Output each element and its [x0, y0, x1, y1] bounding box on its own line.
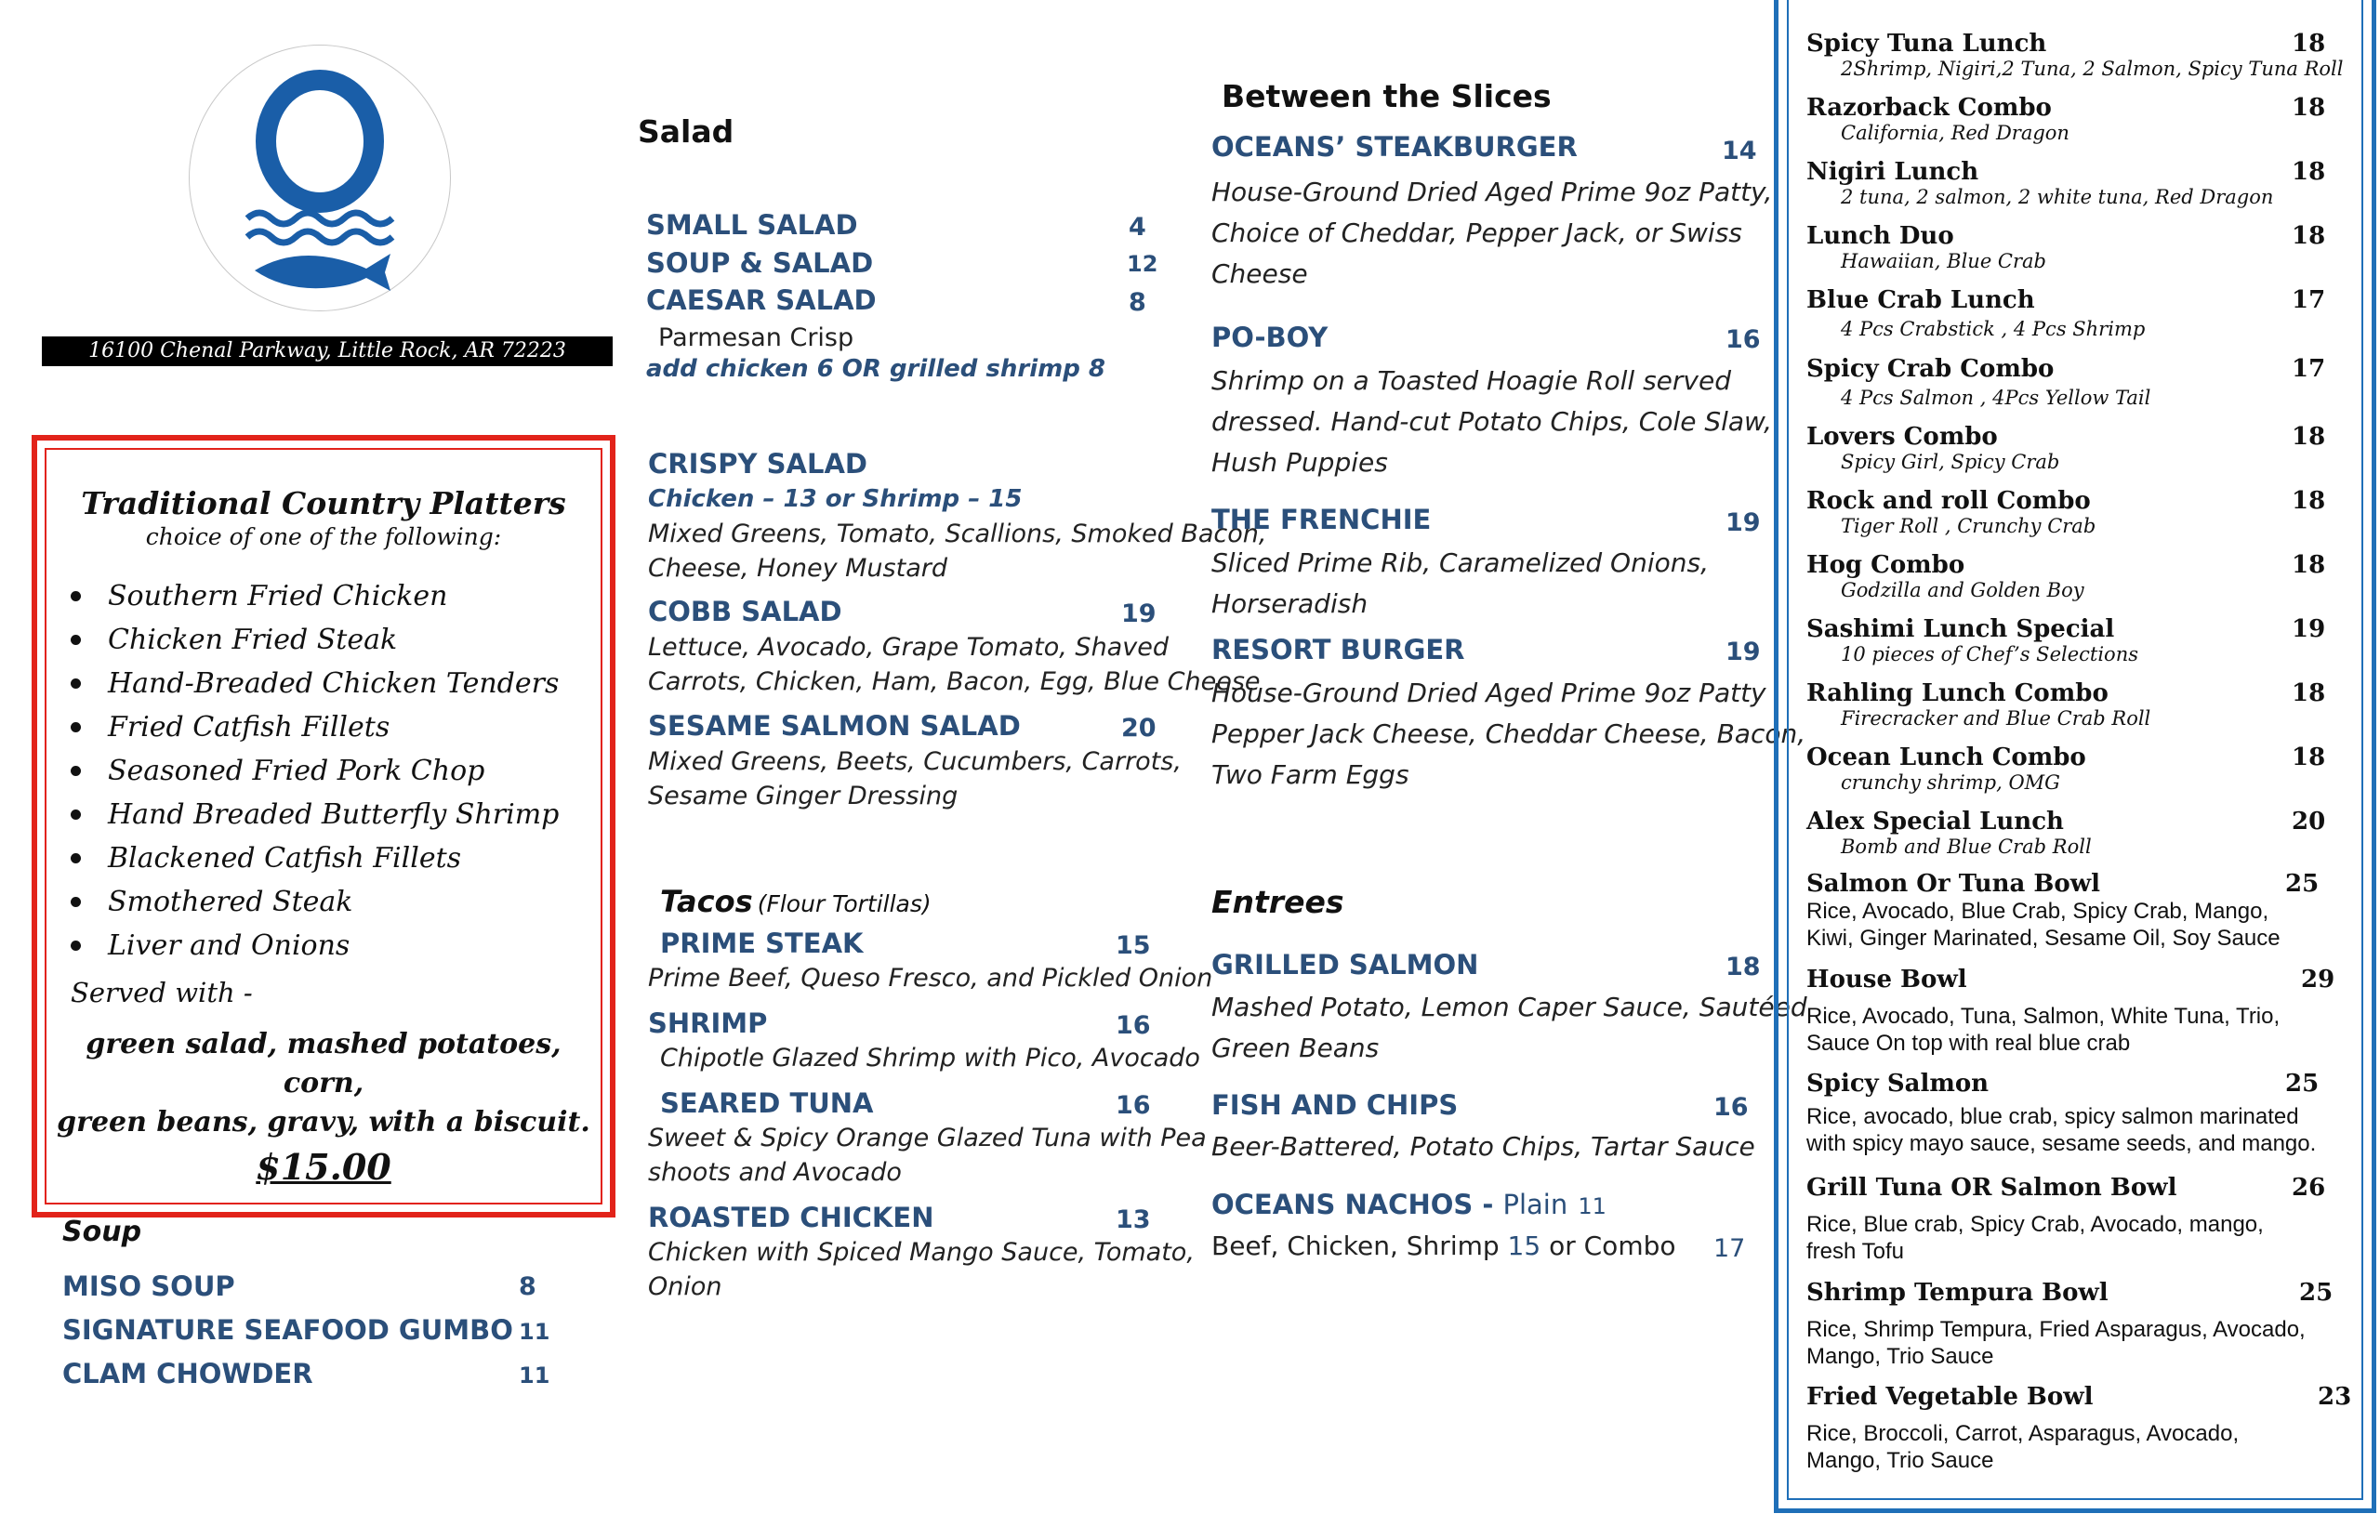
slices-item-price: 19	[1726, 508, 1761, 537]
restaurant-logo	[189, 45, 451, 311]
salad-item-price: 4	[1129, 213, 1146, 242]
sushi-item: Rahling Lunch Combo 18 Firecracker and Blue Crab Roll	[1806, 679, 2326, 730]
caesar-desc: Parmesan Crisp	[658, 323, 854, 352]
salad-item-price: 8	[1129, 288, 1146, 317]
soup-item-name: CLAM CHOWDER	[62, 1358, 313, 1389]
country-platters-box	[32, 435, 615, 1218]
sushi-item: Lovers Combo 18 Spicy Girl, Spicy Crab	[1806, 423, 2326, 473]
slices-heading: Between the Slices	[1222, 78, 1552, 114]
platters-sides: green salad, mashed potatoes, corn, green beans, gravy, with a biscuit.	[57, 1028, 590, 1139]
soup-heading: Soup	[62, 1216, 142, 1248]
cobb-desc: Lettuce, Avocado, Grape Tomato, Shaved Carrots, Chicken, Ham, Bacon, Egg, Blue Cheese	[648, 633, 1261, 696]
bullet-icon	[71, 678, 81, 689]
entrees-heading: Entrees	[1211, 884, 1344, 920]
bullet-icon	[71, 853, 81, 863]
platter-item: Fried Catfish Fillets	[108, 705, 601, 749]
bullet-icon	[71, 809, 81, 820]
salad-item-price: 20	[1121, 714, 1157, 743]
slices-item-name: PO-BOY	[1211, 322, 1329, 353]
tuna-taco-desc: Sweet & Spicy Orange Glazed Tuna with Pea shoots and Avocado	[648, 1124, 1207, 1187]
crispy-options: Chicken – 13 or Shrimp – 15	[648, 485, 1023, 513]
salmon-desc: Mashed Potato, Lemon Caper Sauce, Sautéed Green Beans	[1211, 992, 1807, 1063]
slices-item-price: 16	[1726, 325, 1761, 354]
sushi-item: Nigiri Lunch 18 2 tuna, 2 salmon, 2 white tuna, Red Dragon	[1806, 158, 2326, 208]
sushi-item: Alex Special Lunch 20 Bomb and Blue Crab Roll	[1806, 808, 2326, 858]
bullet-icon	[71, 591, 81, 601]
slices-item-name: RESORT BURGER	[1211, 634, 1465, 665]
nachos-header: OCEANS NACHOS - Plain 11	[1211, 1189, 1606, 1220]
platters-subtitle: choice of one of the following:	[145, 523, 502, 550]
frenchie-desc: Sliced Prime Rib, Caramelized Onions, Horseradish	[1211, 547, 1709, 619]
entree-item-price: 18	[1726, 953, 1761, 981]
poboy-desc: Shrimp on a Toasted Hoagie Roll served dressed. Hand-cut Potato Chips, Cole Slaw, Hush Puppies	[1211, 365, 1773, 478]
bullet-icon	[71, 766, 81, 776]
platter-item: Chicken Fried Steak	[108, 618, 601, 662]
sushi-item: Sashimi Lunch Special 19 10 pieces of Chef’s Selections	[1806, 615, 2326, 665]
taco-item-price: 15	[1116, 931, 1151, 960]
bowl-item: Fried Vegetable Bowl 23 Rice, Broccoli, Carrot, Asparagus, Avocado, Mango, Trio Sauce	[1806, 1383, 2352, 1473]
nachos-desc: Beef, Chicken, Shrimp 15 or Combo	[1211, 1231, 1676, 1261]
salad-item-name: COBB SALAD	[648, 596, 842, 627]
taco-item-name: ROASTED CHICKEN	[648, 1202, 934, 1233]
salad-item-name: SOUP & SALAD	[646, 247, 874, 279]
platters-title: Traditional Country Platters	[81, 485, 566, 521]
caesar-addon: add chicken 6 OR grilled shrimp 8	[646, 355, 1105, 383]
steakburger-desc: House-Ground Dried Aged Prime 9oz Patty, Choice of Cheddar, Pepper Jack, or Swiss Cheese	[1211, 177, 1773, 289]
sesame-desc: Mixed Greens, Beets, Cucumbers, Carrots, Sesame Ginger Dressing	[648, 747, 1182, 810]
soup-item-name: MISO SOUP	[62, 1270, 235, 1302]
platter-item: Smothered Steak	[108, 880, 601, 924]
taco-item-name: SEARED TUNA	[660, 1087, 874, 1119]
soup-item-price: 11	[519, 1319, 550, 1345]
platter-item: Southern Fried Chicken	[108, 574, 601, 618]
sushi-item: Blue Crab Lunch 17 4 Pcs Crabstick , 4 Pcs Shrimp	[1806, 286, 2326, 340]
restaurant-address: 16100 Chenal Parkway, Little Rock, AR 72223	[42, 336, 613, 366]
bowl-item: Grill Tuna OR Salmon Bowl 26 Rice, Blue crab, Spicy Crab, Avocado, mango, fresh Tofu	[1806, 1174, 2326, 1264]
bowl-item: Salmon Or Tuna Bowl 25 Rice, Avocado, Blue Crab, Spicy Crab, Mango, Kiwi, Ginger Marinated, Sesame Oil, Soy Sauce	[1806, 870, 2320, 951]
sushi-item: Ocean Lunch Combo 18 crunchy shrimp, OMG	[1806, 744, 2326, 794]
fish-desc: Beer-Battered, Potato Chips, Tartar Sauce	[1211, 1131, 1755, 1162]
platter-item: Hand Breaded Butterfly Shrimp	[108, 793, 601, 836]
soup-item-price: 11	[519, 1362, 550, 1389]
salad-item-name: CAESAR SALAD	[646, 284, 877, 316]
platters-list	[46, 574, 601, 967]
salad-item-name: CRISPY SALAD	[648, 448, 867, 480]
sushi-item: Spicy Tuna Lunch 18 2Shrimp, Nigiri,2 Tuna, 2 Salmon, Spicy Tuna Roll	[1806, 30, 2344, 80]
taco-item-price: 13	[1116, 1205, 1151, 1234]
bowl-item: Shrimp Tempura Bowl 25 Rice, Shrimp Tempura, Fried Asparagus, Avocado, Mango, Trio Sauce	[1806, 1279, 2334, 1369]
bowl-item: Spicy Salmon 25 Rice, avocado, blue crab, spicy salmon marinated with spicy mayo sauce, sesame seeds, and mango.	[1806, 1070, 2320, 1156]
nachos-combo-price: 17	[1713, 1234, 1746, 1263]
platter-item: Seasoned Fried Pork Chop	[108, 749, 601, 793]
served-with-label: Served with -	[71, 977, 253, 1008]
entree-item-name: FISH AND CHIPS	[1211, 1089, 1459, 1121]
platter-item: Blackened Catfish Fillets	[108, 836, 601, 880]
bullet-icon	[71, 897, 81, 907]
crispy-desc: Mixed Greens, Tomato, Scallions, Smoked Bacon, Cheese, Honey Mustard	[648, 520, 1267, 583]
soup-item-name: SIGNATURE SEAFOOD GUMBO	[62, 1314, 513, 1346]
prime-steak-desc: Prime Beef, Queso Fresco, and Pickled Onion	[648, 964, 1213, 993]
slices-item-price: 19	[1726, 638, 1761, 666]
platters-inner-border	[45, 448, 602, 1204]
salad-item-name: SMALL SALAD	[646, 209, 858, 241]
taco-item-price: 16	[1116, 1011, 1151, 1040]
salad-item-name: SESAME SALMON SALAD	[648, 710, 1021, 742]
sushi-item: Razorback Combo 18 California, Red Dragon	[1806, 94, 2326, 144]
platter-item: Hand-Breaded Chicken Tenders	[108, 662, 601, 705]
taco-item-name: SHRIMP	[648, 1007, 768, 1039]
slices-item-price: 14	[1722, 137, 1757, 165]
salad-item-price: 12	[1127, 251, 1158, 277]
entree-item-name: GRILLED SALMON	[1211, 949, 1479, 981]
resort-desc: House-Ground Dried Aged Prime 9oz Patty Pepper Jack Cheese, Cheddar Cheese, Bacon, Two Farm Eggs	[1211, 678, 1806, 790]
taco-item-name: PRIME STEAK	[660, 928, 864, 959]
bullet-icon	[71, 635, 81, 645]
salad-item-price: 19	[1121, 599, 1157, 628]
bullet-icon	[71, 941, 81, 951]
tacos-heading: Tacos (Flour Tortillas)	[660, 884, 932, 919]
slices-item-name: OCEANS’ STEAKBURGER	[1211, 131, 1578, 163]
bullet-icon	[71, 722, 81, 732]
bowl-item: House Bowl 29 Rice, Avocado, Tuna, Salmon, White Tuna, Trio, Sauce On top with real blue crab	[1806, 966, 2335, 1056]
platters-price: $15.00	[256, 1146, 391, 1188]
soup-item-price: 8	[519, 1272, 536, 1301]
shrimp-taco-desc: Chipotle Glazed Shrimp with Pico, Avocado	[660, 1044, 1200, 1073]
entree-item-price: 16	[1713, 1093, 1749, 1122]
taco-item-price: 16	[1116, 1091, 1151, 1120]
platter-item: Liver and Onions	[108, 924, 601, 967]
chicken-taco-desc: Chicken with Spiced Mango Sauce, Tomato, Onion	[648, 1238, 1195, 1301]
sushi-item: Hog Combo 18 Godzilla and Golden Boy	[1806, 551, 2326, 601]
sushi-item: Spicy Crab Combo 17 4 Pcs Salmon , 4Pcs Yellow Tail	[1806, 355, 2326, 409]
oceans-logo-icon	[190, 46, 450, 310]
sushi-item: Rock and roll Combo 18 Tiger Roll , Crunchy Crab	[1806, 487, 2326, 537]
salad-heading: Salad	[638, 113, 734, 150]
sushi-item: Lunch Duo 18 Hawaiian, Blue Crab	[1806, 222, 2326, 272]
slices-item-name: THE FRENCHIE	[1211, 504, 1432, 535]
